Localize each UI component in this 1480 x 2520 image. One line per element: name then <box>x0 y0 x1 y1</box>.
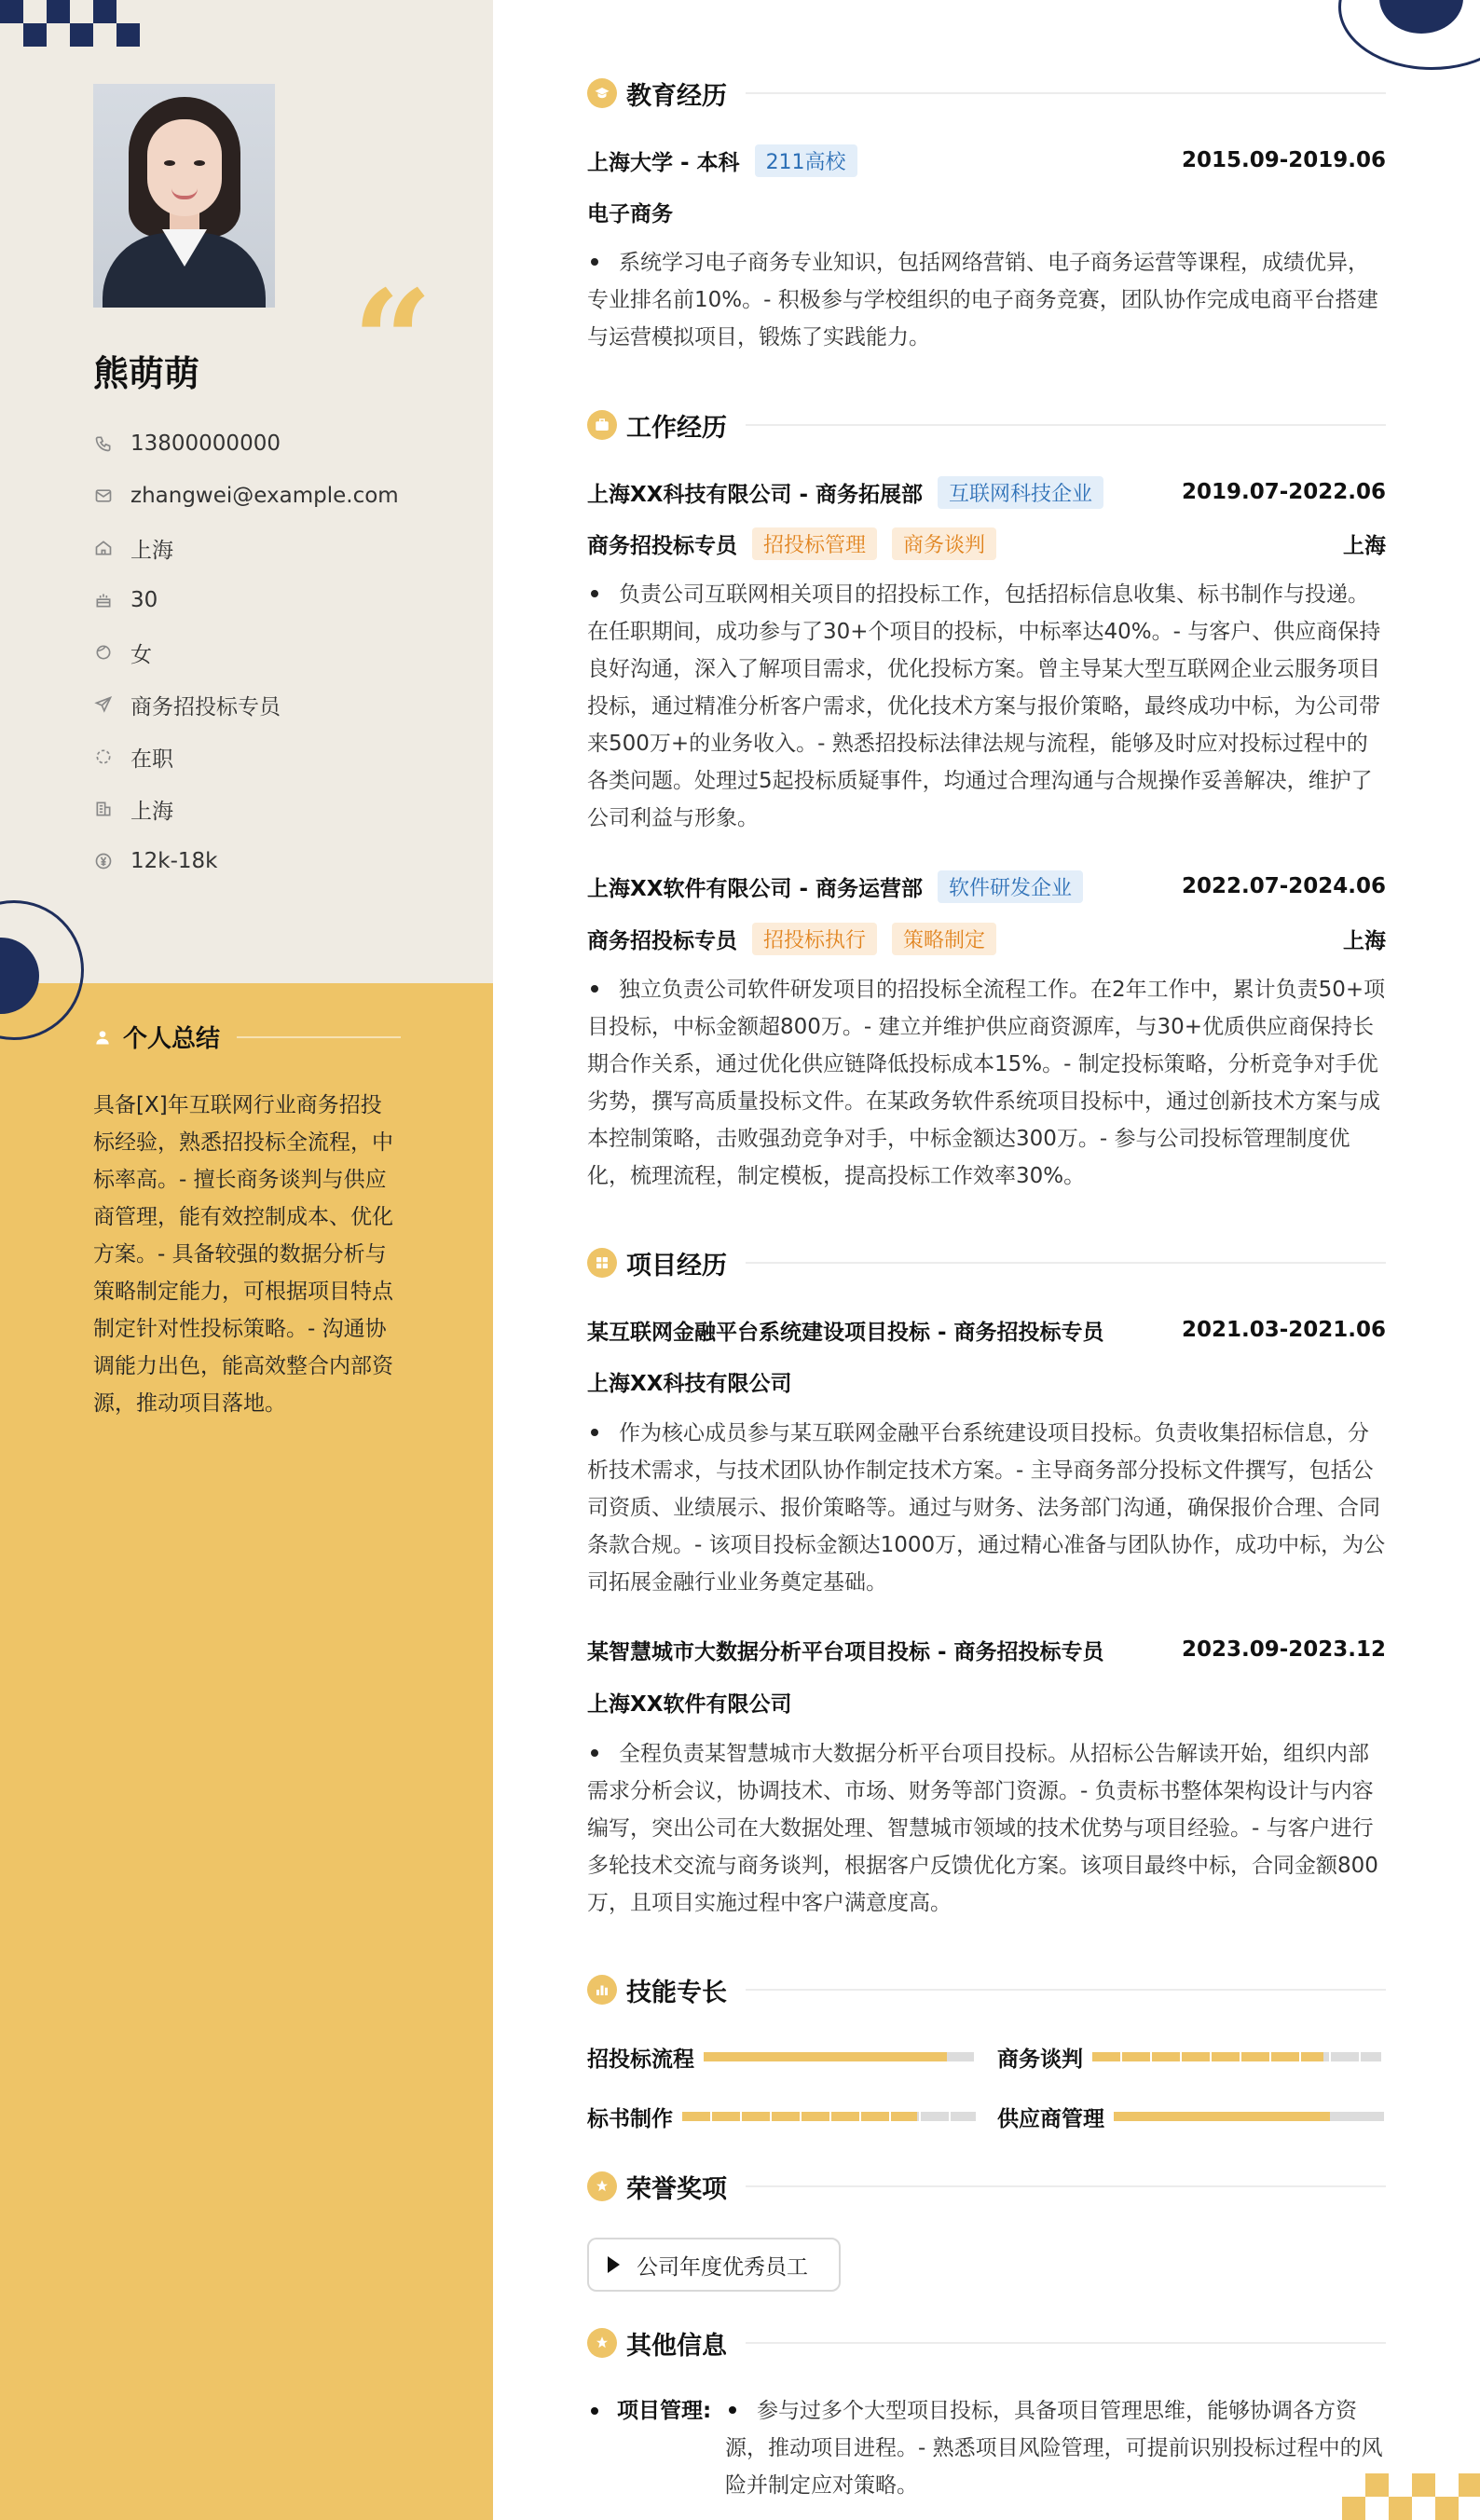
work-item-1-desc: 独立负责公司软件研发项目的招投标全流程工作。在2年工作中，累计负责50+项目投标，中标金额超800万。- 建立并维护供应商资源库，与30+优质供应商保持长期合作关系，通过优化供应链降低投标成本15%。- 制定投标策略，分析竞争对手优劣势，撰写高质量投标文件。在某政务软件系统项目投标中，通过创新技术方案与成本控制策略，击败强劲竞争对手，中标金额达300万。- 参与公司投标管理制度优化，梳理流程，制定模板，提高投标工作效率30%。 <box>587 978 1386 1188</box>
person-icon <box>93 1028 112 1047</box>
avatar <box>93 84 275 308</box>
mail-icon <box>93 486 114 506</box>
projects-heading: 项目经历 <box>587 1244 1386 1281</box>
skill-bar <box>1092 2052 1381 2061</box>
project-item-0-header: 某互联网金融平台系统建设项目投标 - 商务招投标专员 2021.03-2021.06 <box>587 1318 1386 1345</box>
info-phone: 13800000000 <box>93 418 399 470</box>
sidebar <box>0 0 493 2520</box>
skill-bar <box>704 2052 974 2061</box>
award-item-button[interactable]: 公司年度优秀员工 <box>587 2238 841 2292</box>
other-item: 项目管理: 参与过多个大型项目投标，具备项目管理思维，能够协调各方资源，推动项目进程。- 熟悉项目风险管理，可提前识别投标过程中的风险并制定应对策略。 <box>587 2392 1386 2513</box>
project-item-0-company: 上海XX科技有限公司 <box>587 1371 792 1396</box>
skills-heading: 技能专长 <box>587 1971 1386 2008</box>
work-item-1-role: 商务招投标专员 招投标执行 策略制定 上海 <box>587 920 1386 957</box>
info-age: 30 <box>93 574 399 626</box>
summary-heading: 个人总结 <box>93 1020 401 1054</box>
education-desc: 系统学习电子商务专业知识，包括网络营销、电子商务运营等课程，成绩优异，专业排名前10%。- 积极参与学校组织的电子商务竞赛，团队协作完成电商平台搭建与运营模拟项目，锻炼了实践能力。 <box>587 251 1378 349</box>
awards-heading: 荣誉奖项 <box>587 2168 1386 2205</box>
project-item-1-header: 某智慧城市大数据分析平台项目投标 - 商务招投标专员 2023.09-2023.12 <box>587 1637 1386 1664</box>
skill-item: 商务谈判 <box>997 2038 1381 2075</box>
cake-icon <box>93 590 114 610</box>
project-item-1-company: 上海XX软件有限公司 <box>587 1691 792 1717</box>
info-salary: 12k-18k <box>93 835 399 887</box>
info-email: zhangwei@example.com <box>93 470 399 522</box>
bar-chart-icon <box>587 1975 617 2005</box>
project-item-0-desc: 作为核心成员参与某互联网金融平台系统建设项目投标。负责收集招标信息，分析技术需求，与技术团队协作制定技术方案。- 主导商务部分投标文件撰写，包括公司资质、业绩展示、报价策略等。通过与财务、法务部门沟通，确保报价合理、合同条款合规。- 该项目投标金额达1000万，通过精心准备与团队协作，成功中标，为公司拓展金融行业业务奠定基础。 <box>587 1421 1386 1595</box>
send-icon <box>93 694 114 715</box>
summary-text: 具备[X]年互联网行业商务招投标经验，熟悉招投标全流程，中标率高。- 擅长商务谈判与供应商管理，能有效控制成本、优化方案。- 具备较强的数据分析与策略制定能力，可根据项目特点制定针对性投标策略。- 沟通协调能力出色，能高效整合内部资源，推动项目落地。 <box>93 1093 393 1416</box>
school-tag: 211高校 <box>755 144 857 177</box>
skill-item: 标书制作 <box>587 2098 976 2135</box>
info-city: 上海 <box>93 522 399 574</box>
status-icon <box>93 746 114 767</box>
contact-info <box>93 418 399 887</box>
building-icon <box>93 799 114 819</box>
briefcase-icon <box>587 410 617 440</box>
education-row: 上海大学 - 本科 211高校 2015.09-2019.06 <box>587 142 1386 179</box>
skill-item: 招投标流程 <box>587 2038 974 2075</box>
work-item-1-header: 上海XX软件有限公司 - 商务运营部 软件研发企业 2022.07-2024.06 <box>587 868 1386 905</box>
info-status: 在职 <box>93 731 399 783</box>
work-heading: 工作经历 <box>587 406 1386 444</box>
home-icon <box>93 538 114 558</box>
skill-bar <box>1114 2112 1384 2121</box>
work-item-0-header: 上海XX科技有限公司 - 商务拓展部 互联网科技企业 2019.07-2022.06 <box>587 473 1386 511</box>
work-item-0-role: 商务招投标专员 招投标管理 商务谈判 上海 <box>587 525 1386 562</box>
award-icon <box>587 2171 617 2201</box>
education-major-row: 电子商务 <box>587 201 673 226</box>
other-text: 参与过多个大型项目投标，具备项目管理思维，能够协调各方资源，推动项目进程。- 熟悉项目风险管理，可提前识别投标过程中的风险并制定应对策略。 <box>725 2399 1383 2498</box>
grid-icon <box>587 1248 617 1278</box>
info-gender: 女 <box>93 626 399 678</box>
info-target-city: 上海 <box>93 783 399 835</box>
project-item-1-desc: 全程负责某智慧城市大数据分析平台项目投标。从招标公告解读开始，组织内部需求分析会议，协调技术、市场、财务等部门资源。- 负责标书整体架构设计与内容编写，突出公司在大数据处理、智慧城市领域的技术优势与项目经验。- 与客户进行多轮技术交流与商务谈判，根据客户反馈优化方案。该项目最终中标，合同金额800万，且项目实施过程中客户满意度高。 <box>587 1742 1378 1915</box>
quote-icon: “ <box>352 260 433 424</box>
skill-bar <box>682 2112 976 2121</box>
checker-decoration <box>0 0 140 47</box>
graduation-cap-icon <box>587 78 617 108</box>
work-item-0-desc: 负责公司互联网相关项目的招投标工作，包括招标信息收集、标书制作与投递。在任职期间，成功参与了30+个项目的投标，中标率达40%。- 与客户、供应商保持良好沟通，深入了解项目需求，优化投标方案。曾主导某大型互联网企业云服务项目投标，通过精准分析客户需求，优化技术方案与报价策略，最终成功中标，为公司带来500万+的业务收入。- 熟悉招投标法律法规与流程，能够及时应对投标过程中的各类问题。处理过5起投标质疑事件，均通过合理沟通与合规操作妥善解决，维护了公司利益与形象。 <box>587 582 1381 830</box>
info-position: 商务招投标专员 <box>93 678 399 731</box>
play-icon <box>608 2256 620 2273</box>
info-icon <box>587 2328 617 2358</box>
person-face-icon <box>93 642 114 663</box>
candidate-name: 熊萌萌 <box>93 353 200 394</box>
other-heading: 其他信息 <box>587 2324 1386 2362</box>
skill-item: 供应商管理 <box>997 2098 1384 2135</box>
education-heading: 教育经历 <box>587 75 1386 112</box>
yen-icon <box>93 851 114 871</box>
phone-icon <box>93 433 114 454</box>
